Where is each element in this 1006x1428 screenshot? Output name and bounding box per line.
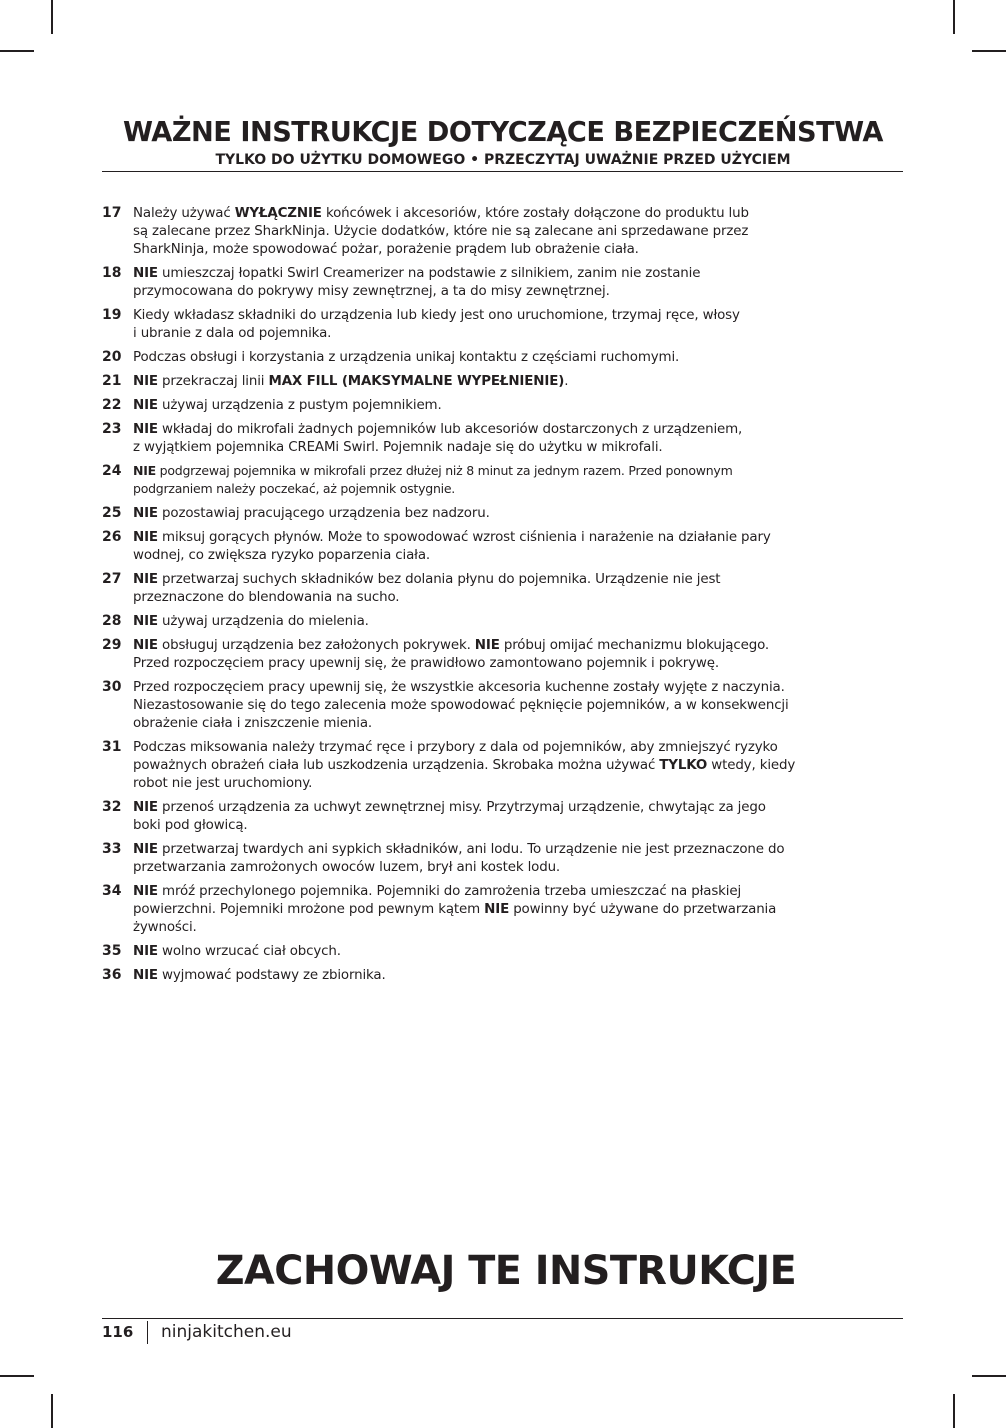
text-segment: powierzchni. Pojemniki mrożone pod pewnym kątem [133, 901, 485, 917]
item-text [133, 882, 910, 936]
text-segment: . [564, 373, 569, 389]
item-text-line [133, 306, 905, 324]
text-segment: są zalecane przez SharkNinja. Użycie dodatków, które nie są zalecane ani sprzedawane przez [133, 223, 749, 239]
text-segment: miksuj gorących płynów. Może to spowodować wzrost ciśnienia i narażenie na działanie pary [157, 529, 771, 545]
item-text [133, 348, 910, 366]
item-text [133, 528, 910, 564]
crop-mark [0, 1375, 34, 1377]
crop-mark [953, 1394, 955, 1428]
title-divider [102, 171, 903, 172]
item-number: 26 [102, 529, 122, 545]
emphasis-text: NIE [133, 421, 158, 437]
item-text-line [133, 612, 905, 630]
item-text [133, 636, 910, 672]
emphasis-text: NIE [133, 265, 158, 281]
list-item [102, 504, 910, 522]
text-segment: przymocowana do pokrywy misy zewnętrznej, a ta do misy zewnętrznej. [133, 283, 610, 299]
text-segment: obsługuj urządzenia bez założonych pokrywek. [157, 637, 475, 653]
item-number: 23 [102, 421, 122, 437]
list-item [102, 840, 910, 876]
crop-mark [51, 1394, 53, 1428]
text-segment: poważnych obrażeń ciała lub uszkodzenia urządzenia. Skrobaka można używać [133, 757, 660, 773]
text-segment: SharkNinja, może spowodować pożar, porażenie prądem lub obrażenie ciała. [133, 241, 639, 257]
list-item [102, 678, 910, 732]
emphasis-text: NIE [133, 943, 158, 959]
item-text [133, 966, 910, 984]
item-text [133, 612, 910, 630]
item-number: 34 [102, 883, 122, 899]
text-segment: umieszczaj łopatki Swirl Creamerizer na podstawie z silnikiem, zanim nie zostanie [157, 265, 701, 281]
list-item [102, 348, 910, 366]
list-item [102, 462, 910, 498]
text-segment: pozostawiaj pracującego urządzenia bez nadzoru. [157, 505, 490, 521]
emphasis-text: NIE [133, 373, 158, 389]
item-text-line [133, 714, 905, 732]
text-segment: boki pod głowicą. [133, 817, 248, 833]
text-segment: żywności. [133, 919, 197, 935]
text-segment: wyjmować podstawy ze zbiornika. [157, 967, 386, 983]
item-text-line [133, 396, 905, 414]
item-text [133, 462, 910, 498]
item-number: 27 [102, 571, 122, 587]
text-segment: robot nie jest uruchomiony. [133, 775, 313, 791]
emphasis-text: WYŁĄCZNIE [234, 205, 322, 221]
item-text-line [133, 282, 905, 300]
text-segment: podgrzewaj pojemnika w mikrofali przez dłużej niż 8 minut za jednym razem. Przed ponownym [155, 463, 733, 478]
item-text-line [133, 900, 905, 918]
text-segment: i ubranie z dala od pojemnika. [133, 325, 332, 341]
item-number: 19 [102, 307, 122, 323]
text-segment: Podczas obsługi i korzystania z urządzenia unikaj kontaktu z częściami ruchomymi. [133, 349, 680, 365]
item-text-line [133, 918, 905, 936]
text-segment: przekraczaj linii [157, 373, 269, 389]
text-segment: Należy używać [133, 205, 235, 221]
item-text-line [133, 840, 905, 858]
item-number: 31 [102, 739, 122, 755]
list-item [102, 612, 910, 630]
item-number: 21 [102, 373, 122, 389]
item-text-line [133, 738, 905, 756]
item-number: 20 [102, 349, 122, 365]
item-text-line [133, 570, 905, 588]
item-text-line [133, 756, 905, 774]
text-segment: przetwarzania zamrożonych owoców luzem, brył ani kostek lodu. [133, 859, 561, 875]
item-text-line [133, 504, 905, 522]
item-number: 30 [102, 679, 122, 695]
item-number: 33 [102, 841, 122, 857]
emphasis-text: NIE [133, 637, 158, 653]
list-item [102, 738, 910, 792]
text-segment: próbuj omijać mechanizmu blokującego. [499, 637, 770, 653]
list-item [102, 372, 910, 390]
text-segment: obrażenie ciała i zniszczenie mienia. [133, 715, 373, 731]
text-segment: Niezastosowanie się do tego zalecenia może spowodować pęknięcie pojemników, a w konsekwencji [133, 697, 789, 713]
emphasis-text: NIE [133, 571, 158, 587]
item-text-line [133, 372, 905, 390]
list-item [102, 528, 910, 564]
item-text [133, 840, 910, 876]
item-text-line [133, 774, 905, 792]
item-text-line [133, 462, 905, 480]
text-segment: przeznaczone do blendowania na sucho. [133, 589, 400, 605]
item-text-line [133, 942, 905, 960]
page-number: 116 [102, 1323, 134, 1341]
emphasis-text: NIE [133, 613, 158, 629]
text-segment: wolno wrzucać ciał obcych. [157, 943, 341, 959]
item-text-line [133, 654, 905, 672]
item-number: 24 [102, 463, 122, 479]
emphasis-text: TYLKO [659, 757, 708, 773]
text-segment: Kiedy wkładasz składniki do urządzenia lub kiedy jest ono uruchomione, trzymaj ręce, włosy [133, 307, 740, 323]
item-text-line [133, 636, 905, 654]
emphasis-text: NIE [133, 799, 158, 815]
item-text [133, 570, 910, 606]
item-text [133, 204, 910, 258]
text-segment: wkładaj do mikrofali żadnych pojemników lub akcesoriów dostarczonych z urządzeniem, [157, 421, 743, 437]
list-item [102, 798, 910, 834]
list-item [102, 966, 910, 984]
text-segment: powinny być używane do przetwarzania [509, 901, 777, 917]
emphasis-text: NIE [133, 463, 156, 478]
item-text [133, 264, 910, 300]
list-item [102, 306, 910, 342]
emphasis-text: NIE [133, 841, 158, 857]
list-item [102, 396, 910, 414]
item-number: 22 [102, 397, 122, 413]
emphasis-text: NIE [484, 901, 510, 917]
item-text-line [133, 798, 905, 816]
item-number: 17 [102, 205, 122, 221]
emphasis-text: MAX FILL (MAKSYMALNE WYPEŁNIENIE) [268, 373, 565, 389]
crop-mark [953, 0, 955, 34]
text-segment: wtedy, kiedy [707, 757, 796, 773]
item-text-line [133, 816, 905, 834]
emphasis-text: NIE [133, 883, 158, 899]
item-text-line [133, 222, 905, 240]
item-number: 36 [102, 967, 122, 983]
item-text [133, 504, 910, 522]
item-text-line [133, 858, 905, 876]
emphasis-text: NIE [133, 505, 158, 521]
item-text-line [133, 438, 905, 456]
item-text [133, 306, 910, 342]
item-text-line [133, 480, 905, 498]
item-text-line [133, 546, 905, 564]
item-number: 28 [102, 613, 122, 629]
item-text [133, 372, 910, 390]
item-text-line [133, 588, 905, 606]
item-text [133, 942, 910, 960]
safety-instructions-list [102, 204, 910, 990]
text-segment: mróź przechylonego pojemnika. Pojemniki do zamrożenia trzeba umieszczać na płaskiej [157, 883, 742, 899]
item-text-line [133, 882, 905, 900]
item-number: 35 [102, 943, 122, 959]
item-number: 29 [102, 637, 122, 653]
item-number: 18 [102, 265, 122, 281]
text-segment: używaj urządzenia z pustym pojemnikiem. [157, 397, 442, 413]
item-text-line [133, 696, 905, 714]
text-segment: używaj urządzenia do mielenia. [157, 613, 369, 629]
crop-mark [972, 50, 1006, 52]
item-text-line [133, 324, 905, 342]
text-segment: przetwarzaj twardych ani sypkich składników, ani lodu. To urządzenie nie jest przeznaczone do [157, 841, 785, 857]
list-item [102, 570, 910, 606]
item-text-line [133, 204, 905, 222]
item-text-line [133, 264, 905, 282]
list-item [102, 882, 910, 936]
crop-mark [51, 0, 53, 34]
item-text [133, 738, 910, 792]
emphasis-text: NIE [133, 397, 158, 413]
text-segment: końcówek i akcesoriów, które zostały dołączone do produktu lub [321, 205, 749, 221]
text-segment: przenoś urządzenia za uchwyt zewnętrznej misy. Przytrzymaj urządzenie, chwytając za jego [157, 799, 766, 815]
text-segment: Przed rozpoczęciem pracy upewnij się, że prawidłowo zamontowano pojemnik i pokrywę. [133, 655, 719, 671]
list-item [102, 204, 910, 258]
page-subtitle: TYLKO DO UŻYTKU DOMOWEGO • PRZECZYTAJ UWAŻNIE PRZED UŻYCIEM [215, 152, 791, 168]
item-text [133, 798, 910, 834]
page-title: WAŻNE INSTRUKCJE DOTYCZĄCE BEZPIECZEŃSTWA [123, 117, 883, 148]
list-item [102, 420, 910, 456]
list-item [102, 636, 910, 672]
emphasis-text: NIE [133, 967, 158, 983]
text-segment: z wyjątkiem pojemnika CREAMi Swirl. Pojemnik nadaje się do użytku w mikrofali. [133, 439, 663, 455]
text-segment: wodnej, co zwiększa ryzyko poparzenia ciała. [133, 547, 431, 563]
list-item [102, 264, 910, 300]
item-text [133, 420, 910, 456]
item-text-line [133, 678, 905, 696]
item-text [133, 396, 910, 414]
list-item [102, 942, 910, 960]
crop-mark [972, 1375, 1006, 1377]
item-text-line [133, 420, 905, 438]
save-instructions-title: ZACHOWAJ TE INSTRUKCJE [215, 1248, 797, 1294]
footer-divider [102, 1318, 903, 1319]
item-text-line [133, 240, 905, 258]
emphasis-text: NIE [474, 637, 500, 653]
item-text-line [133, 348, 905, 366]
text-segment: Podczas miksowania należy trzymać ręce i przybory z dala od pojemników, aby zmniejszyć ryzyko [133, 739, 778, 755]
item-number: 25 [102, 505, 122, 521]
text-segment: podgrzaniem należy poczekać, aż pojemnik ostygnie. [133, 481, 456, 496]
item-text-line [133, 528, 905, 546]
item-number: 32 [102, 799, 122, 815]
item-text [133, 678, 910, 732]
crop-mark [0, 50, 34, 52]
item-text-line [133, 966, 905, 984]
website-url: ninjakitchen.eu [161, 1322, 292, 1342]
emphasis-text: NIE [133, 529, 158, 545]
text-segment: Przed rozpoczęciem pracy upewnij się, że wszystkie akcesoria kuchenne zostały wyjęte z naczynia. [133, 679, 785, 695]
footer-separator [147, 1321, 148, 1344]
text-segment: przetwarzaj suchych składników bez dolania płynu do pojemnika. Urządzenie nie jest [157, 571, 721, 587]
